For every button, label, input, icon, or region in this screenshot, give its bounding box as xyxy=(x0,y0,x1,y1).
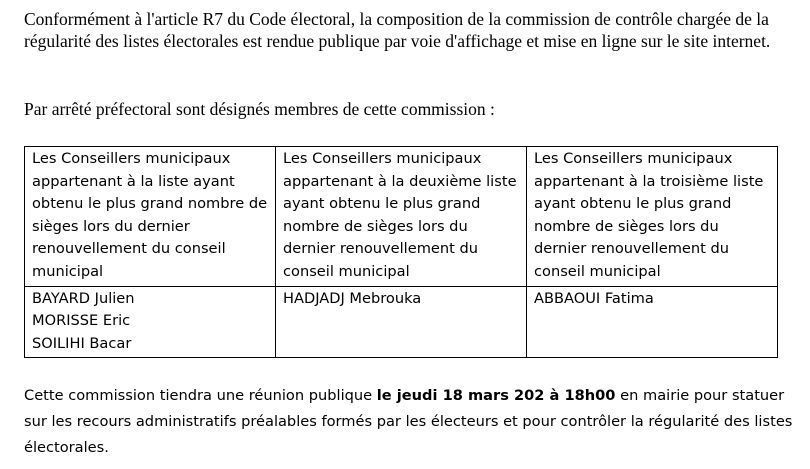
member-name: HADJADJ Mebrouka xyxy=(283,289,422,307)
member-name: MORISSE Eric xyxy=(32,312,131,330)
meeting-text-start: Cette commission tiendra une réunion publique xyxy=(24,387,377,404)
meeting-date: le jeudi 18 mars 202 à 18h00 xyxy=(376,387,616,404)
meeting-paragraph xyxy=(24,383,794,461)
members-cell-second-list xyxy=(276,286,527,358)
table-row xyxy=(25,286,778,358)
header-cell-first-list: Les Conseillers municipaux appartenant à la liste ayant obtenu le plus grand nombre de sièges lors du dernier renouvellement du conseil municipal xyxy=(25,147,276,287)
meeting-text-end: en mairie pour statuer sur les recours administratifs préalables formés par les électeurs et pour contrôler la régularité des listes électorales. xyxy=(24,387,793,456)
members-cell-first-list xyxy=(25,286,276,358)
member-name: ABBAOUI Fatima xyxy=(534,289,654,307)
table-header-row xyxy=(25,147,778,287)
member-name: SOILIHI Bacar xyxy=(32,334,132,352)
member-name: BAYARD Julien xyxy=(32,289,135,307)
members-cell-third-list xyxy=(527,286,778,358)
intro-paragraph: Conformément à l'article R7 du Code électoral, la composition de la commission de contrôle chargée de la régularité des listes électorales est rendue publique par voie d'affichage et mise en ligne sur le site internet. xyxy=(24,9,771,51)
header-cell-second-list: Les Conseillers municipaux appartenant à la deuxième liste ayant obtenu le plus grand nombre de sièges lors du dernier renouvellement du conseil municipal xyxy=(276,147,527,287)
designation-paragraph: Par arrêté préfectoral sont désignés membres de cette commission : xyxy=(24,99,495,119)
commission-members-table xyxy=(24,146,778,358)
header-cell-third-list: Les Conseillers municipaux appartenant à la troisième liste ayant obtenu le plus grand nombre de sièges lors du dernier renouvellement du conseil municipal xyxy=(527,147,778,287)
